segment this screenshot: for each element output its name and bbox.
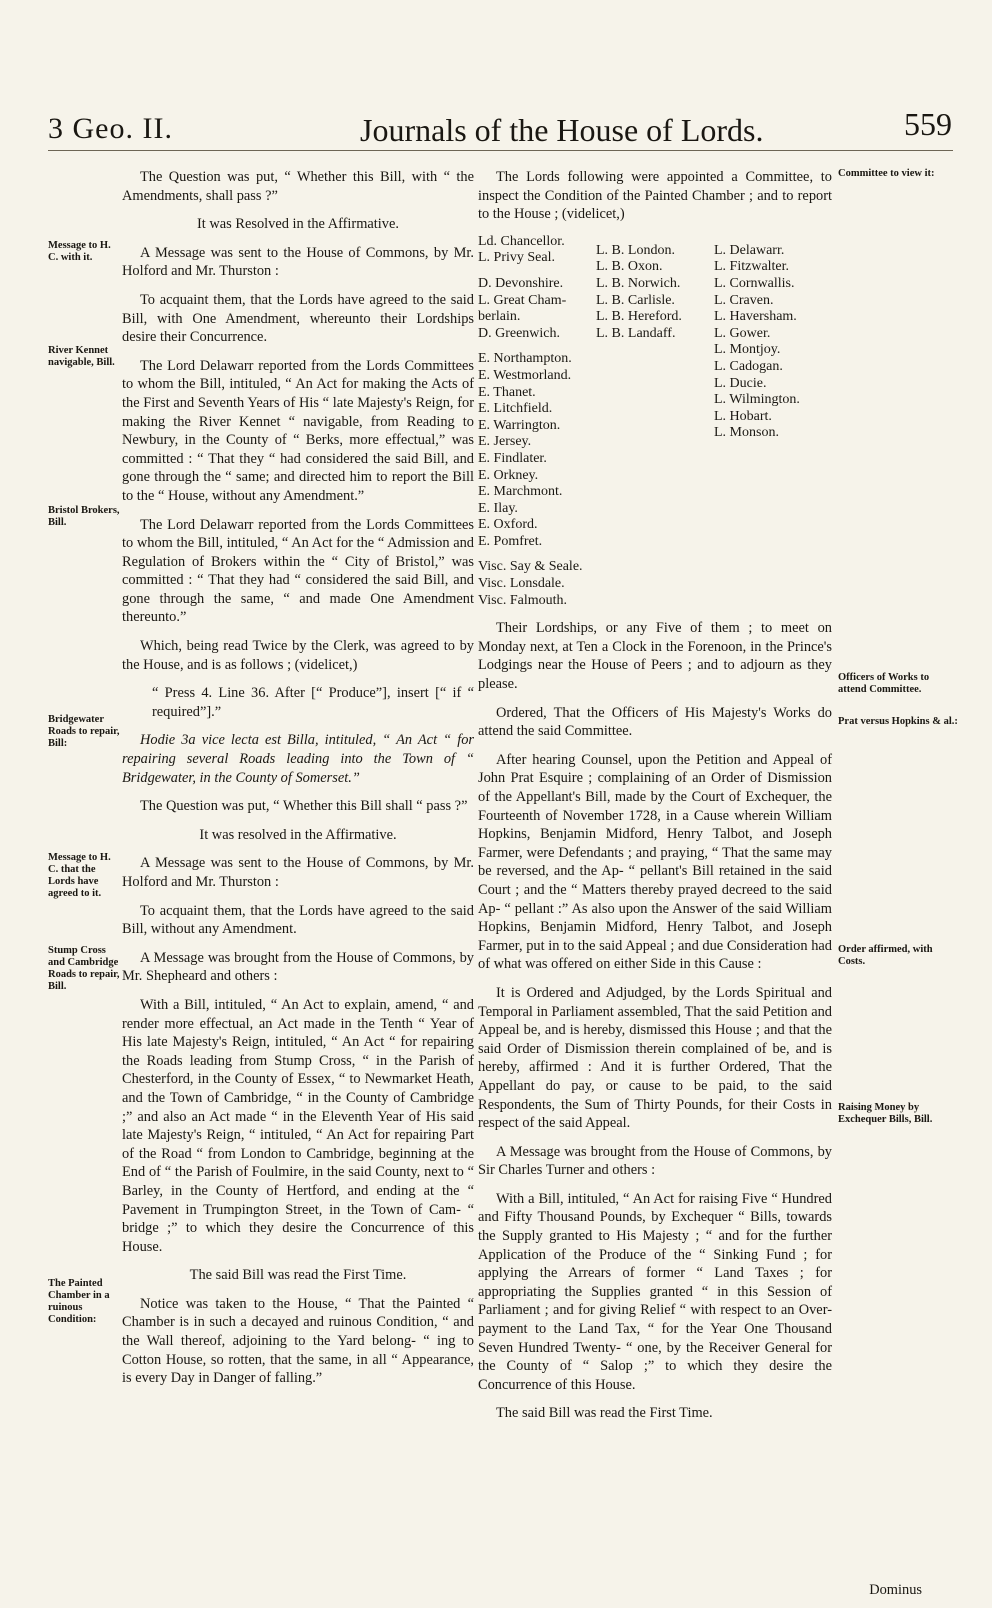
margin-note: Message to H. C. with it.: [48, 240, 111, 263]
message-from-commons-2: A Message was brought from the House of Commons, by Sir Charles Turner and others :: [478, 1143, 832, 1179]
list-gap: [478, 342, 596, 351]
committee-intro: The Lords following were appointed a Committee, to inspect the Condition of the Painted Chamber ; and to report to the House ; (videlicet,): [478, 169, 832, 223]
committee-member: L. B. Landaff.: [596, 325, 676, 341]
committee-member: L. B. Carlisle.: [596, 292, 675, 308]
appeal-judgment: It is Ordered and Adjudged, by the Lords Spiritual and Temporal in Parliament assembled, That the said Petition and Appeal be, and is hereby, dismissed this House ; and that the said Order of Dismission therein complained of be, and is hereby, affirmed : And it is further Ordered, That the Appellant do pay, or cause to be paid, to the said Respondents, the Sum of Thirty Pounds, for their Costs in respect of the said Appeal.: [478, 984, 832, 1132]
committee-member: L. Delawarr.: [714, 242, 785, 258]
catchword: Dominus: [869, 1582, 922, 1598]
list-gap: [478, 267, 596, 276]
committee-member: L. B. London.: [596, 242, 675, 258]
committee-member: E. Jersey.: [478, 434, 532, 450]
acquaint-2: To acquaint them, that the Lords have agreed to the said Bill, without any Amendment.: [122, 902, 474, 938]
question-bridgewater: The Question was put, “ Whether this Bill shall “ pass ?”: [140, 798, 468, 815]
committee-lords-list: [478, 234, 832, 609]
barons-column: [714, 234, 832, 609]
committee-member: E. Warrington.: [478, 417, 561, 433]
right-column: [478, 168, 832, 1433]
committee-member: L. Great Cham-: [478, 292, 567, 308]
committee-member: D. Greenwich.: [478, 325, 561, 341]
committee-member: L. B. Norwich.: [596, 275, 681, 291]
message-from-commons: A Message was brought from the House of Commons, by Mr. Shepheard and others :: [122, 949, 474, 985]
margin-note: Bristol Brokers, Bill.: [48, 505, 120, 528]
committee-member: D. Devonshire.: [478, 275, 564, 291]
message-to-commons-1: A Message was sent to the House of Commons, by Mr. Holford and Mr. Thurston :: [122, 244, 474, 280]
committee-member: E. Orkney.: [478, 467, 539, 483]
resolution-1: It was Resolved in the Affirmative.: [197, 216, 399, 233]
committee-member: L. Wilmington.: [714, 392, 800, 408]
order-officers: Ordered, That the Officers of His Majesty's Works do attend the said Committee.: [478, 704, 832, 740]
committee-member: L. B. Oxon.: [596, 259, 663, 275]
painted-chamber-notice: Notice was taken to the House, “ That the Painted “ Chamber is in such a decayed and ruinous Condition, “ and the Wall thereof, adjoining to the Yard belong- “ ing to Cotton House, so rotten, that the same, in all “ Appearance, is every Day in Danger of falling.”: [122, 1295, 474, 1387]
margin-note: River Kennet navigable, Bill.: [48, 345, 115, 368]
committee-member: E. Findlater.: [478, 450, 547, 466]
lords-column: [478, 234, 596, 609]
stump-cross-bill: With a Bill, intituled, “ An Act to explain, amend, “ and render more effectual, an Act made in the Tenth “ Year of His late Majesty's Reign, intituled, “ An Act “ for repairing the Roads leading from Stump Cross, “ in the Parish of Chesterford, in the County of Essex, “ to Newmarket Heath, and the Town of Cambridge, “ in the County of Cambridge ;” and also an Act made “ in the Eleventh Year of His said late Majesty's Reign, “ intituled, “ An Act for repairing Part of the Road “ from London to Cambridge, beginning at the End of “ the Parish of Foulmire, in the said County, next to “ Barley, in the County of Hertford, and ending at the “ Pavement in Trumpington Street, in the Town of Cam- “ bridge ;” to which they desire the Concurrence of this House.: [122, 996, 474, 1255]
committee-member: L. Craven.: [714, 292, 774, 308]
committee-member: Visc. Lonsdale.: [478, 576, 565, 592]
margin-note: Bridgewater Roads to repair, Bill:: [48, 714, 120, 749]
committee-member: L. B. Hereford.: [596, 309, 682, 325]
left-column: [122, 168, 474, 1398]
committee-member: L. Haversham.: [714, 309, 797, 325]
question-amendments: The Question was put, “ Whether this Bill, with “ the Amendments, shall pass ?”: [122, 169, 474, 204]
amendment-read: Which, being read Twice by the Clerk, was agreed to by the House, and is as follows ; (videlicet,): [122, 638, 474, 673]
committee-member: L. Monson.: [714, 425, 779, 441]
page-number: 559: [904, 106, 952, 142]
committee-member: E. Litchfield.: [478, 401, 553, 417]
committee-member: E. Thanet.: [478, 384, 536, 400]
committee-member: berlain.: [478, 309, 521, 325]
message-to-commons-2: A Message was sent to the House of Commons, by Mr. Holford and Mr. Thurston :: [122, 855, 474, 890]
first-reading: The said Bill was read the First Time.: [189, 1267, 407, 1284]
report-bristol-brokers: The Lord Delawarr reported from the Lords Committees to whom the Bill, intituled, “ An Act for the “ Admission and Regulation of Brokers within the “ City of Bristol,” was committed : “ That they had “ considered the said Bill, and gone through the same, “ and made One Amendment thereunto.”: [122, 516, 474, 626]
committee-member: L. Cadogan.: [714, 358, 783, 374]
acquaint-1: To acquaint them, that the Lords have agreed to the said Bill, with One Amendment, whereunto their Lordships desire their Concurrence.: [122, 291, 474, 346]
margin-note: Prat versus Hopkins & al.:: [838, 716, 958, 727]
meeting-arrangement: Their Lordships, or any Five of them ; to meet on Monday next, at Ten a Clock in the Forenoon, in the Prince's Lodgings near the House of Peers ; and to adjourn as they please.: [478, 620, 832, 693]
committee-member: L. Cornwallis.: [714, 275, 795, 291]
margin-note: Message to H. C. that the Lords have agreed to it.: [48, 852, 111, 899]
exchequer-bills-bill: With a Bill, intituled, “ An Act for raising Five “ Hundred and Fifty Thousand Pounds, by Exchequer “ Bills, towards the Supply granted to His Majesty ; “ and for the further Application of the Produce of the “ Sinking Fund ; for applying the Arrears of former “ Land Taxes ; for appropriating the Supplies granted “ in this Session of Parliament ; and for giving Relief “ with respect to an Over-payment to the Land Tax, “ for the Year One Thousand Seven Hundred Twenty- “ one, by the Receiver General for the County of “ Salop ;” to which they desire the Concurrence of this House.: [478, 1190, 832, 1393]
appeal-hearing: After hearing Counsel, upon the Petition and Appeal of John Prat Esquire ; complaining of an Order of Dismission of the Appellant's Bill, made by the Court of Exchequer, the Fourteenth of November 1728, in a Cause wherein William Hopkins, Benjamin Midford, Henry Talbot, and Joseph Farmer, were Defendants ; and praying, “ That the same may be reversed, and the Ap- “ pellant's Bill retained in the said Court ; and the “ Matters thereby prayed decreed to the said Ap- “ pellant :” As also upon the Answer of the said William Hopkins, Benjamin Midford, Henry Talbot, and Joseph Farmer, put in to the said Appeal ; and due Consideration had of what was offered on either Side in this Cause :: [478, 751, 832, 973]
running-head-regnal-year: 3 Geo. II.: [48, 112, 173, 145]
bridgewater-bill: Hodie 3a vice lecta est Billa, intituled, “ An Act “ for repairing several Roads leading into the Town of “ Bridgewater, in the County of Somerset.”: [122, 732, 474, 786]
committee-member: Ld. Chancellor.: [478, 233, 565, 249]
committee-member: L. Montjoy.: [714, 342, 781, 358]
margin-note: Officers of Works to attend Committee.: [838, 672, 930, 695]
list-gap: [714, 234, 832, 243]
list-gap: [596, 234, 714, 243]
header-rule: [48, 150, 953, 151]
committee-member: L. Ducie.: [714, 375, 767, 391]
committee-member: E. Pomfret.: [478, 533, 543, 549]
resolution-2: It was resolved in the Affirmative.: [199, 826, 397, 843]
report-river-kennet: The Lord Delawarr reported from the Lords Committees to whom the Bill, intituled, “ An Act for making the Acts of the First and Seventh Years of His “ late Majesty's Reign, for making the River Kennet “ navigable, from Reading to Newbury, in the County of “ Berks, more effectual,” was committed : “ That they “ had considered the said Bill, and gone through the “ same; and directed him to report the Bill to the “ House, without any Amendment.”: [122, 357, 474, 504]
committee-member: E. Marchmont.: [478, 484, 563, 500]
committee-member: L. Privy Seal.: [478, 250, 555, 266]
committee-member: E. Oxford.: [478, 517, 538, 533]
margin-note: The Painted Chamber in a ruinous Condition:: [48, 1278, 110, 1325]
margin-note: Raising Money by Exchequer Bills, Bill.: [838, 1102, 933, 1125]
margin-note: Committee to view it:: [838, 168, 935, 179]
committee-member: L. Hobart.: [714, 408, 772, 424]
margin-note: Stump Cross and Cambridge Roads to repair, Bill.: [48, 945, 120, 992]
amendment-text: “ Press 4. Line 36. After [“ Produce”], insert [“ if “ required”].”: [152, 685, 474, 720]
first-reading-2: The said Bill was read the First Time.: [496, 1405, 713, 1422]
committee-member: Visc. Say & Seale.: [478, 559, 583, 575]
committee-member: E. Westmorland.: [478, 367, 572, 383]
committee-member: L. Gower.: [714, 325, 771, 341]
committee-member: L. Fitzwalter.: [714, 259, 790, 275]
committee-member: E. Ilay.: [478, 500, 518, 516]
list-gap: [478, 550, 596, 559]
running-head-title: Journals of the House of Lords.: [360, 112, 764, 148]
margin-note: Order affirmed, with Costs.: [838, 944, 933, 967]
committee-member: Visc. Falmouth.: [478, 592, 567, 608]
committee-member: E. Northampton.: [478, 351, 572, 367]
bishops-column: [596, 234, 714, 609]
